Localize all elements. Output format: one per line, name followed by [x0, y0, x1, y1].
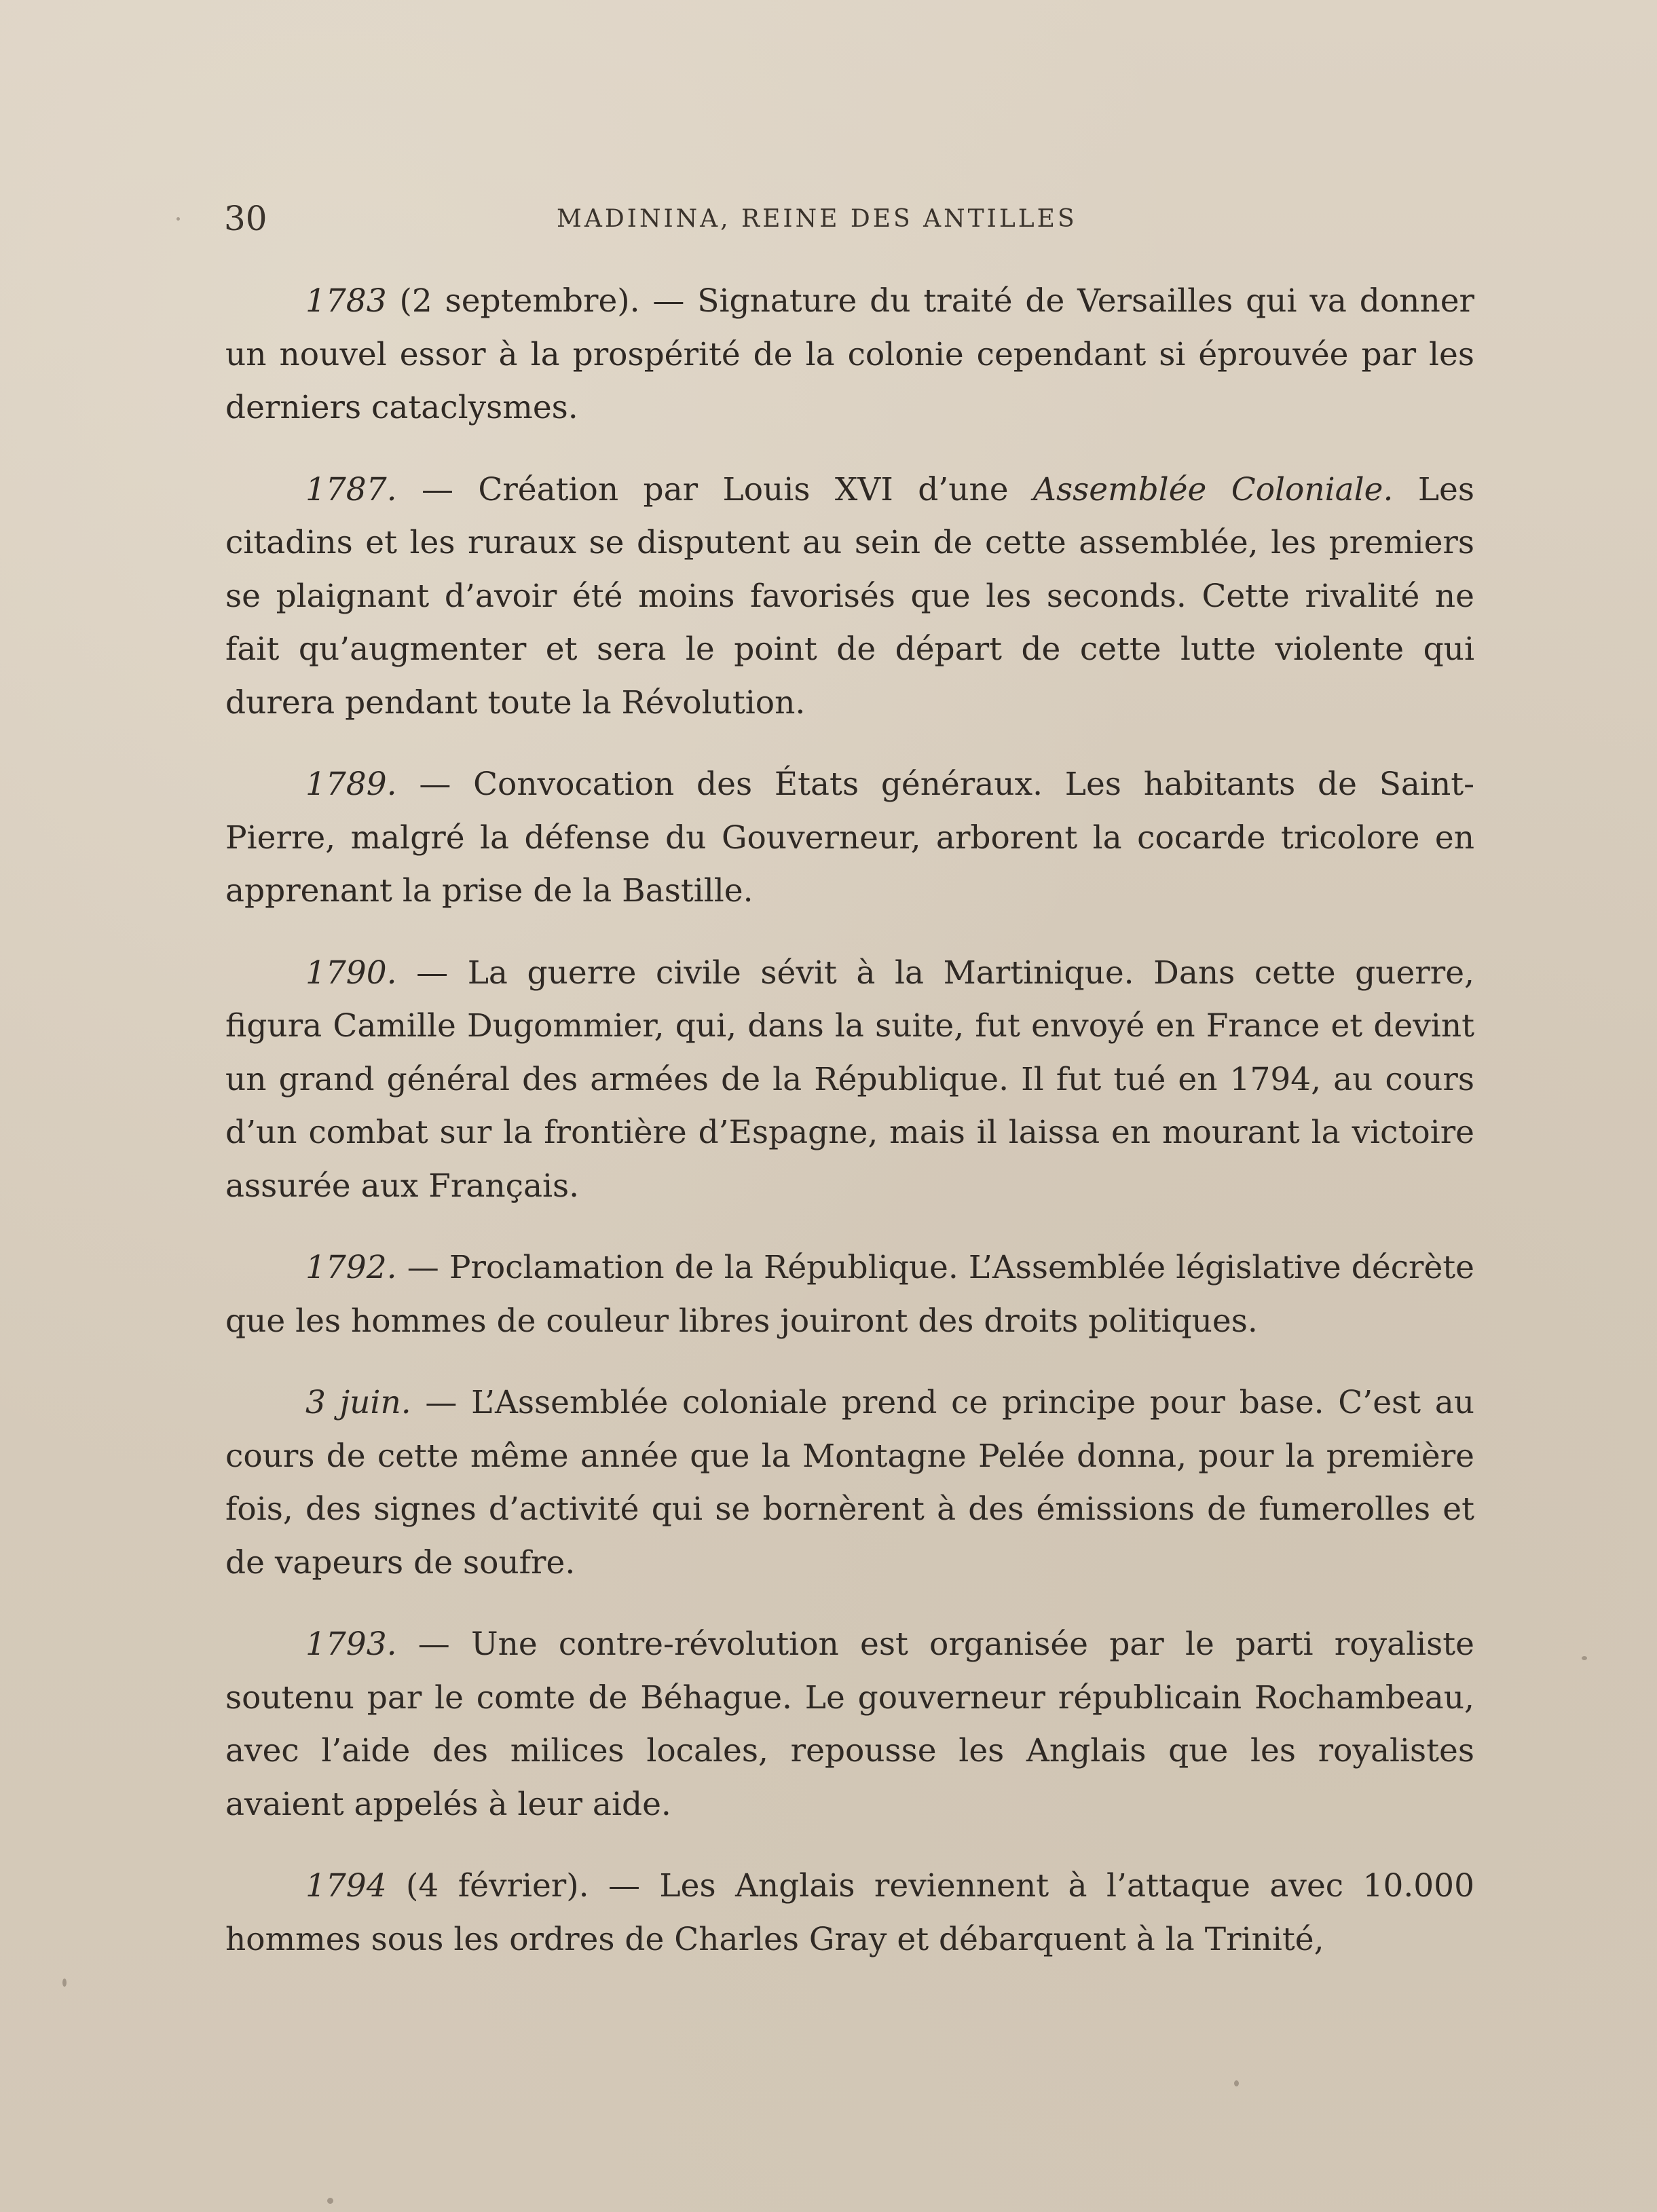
entry-1793: [225, 1618, 1474, 1831]
page-number: 30: [224, 199, 267, 238]
running-title: MADININA, REINE DES ANTILLES: [557, 205, 1077, 233]
entry-text: — Création par Louis XVI d’une: [396, 470, 1034, 508]
entry-3-juin: [225, 1376, 1474, 1590]
entry-1792: [225, 1241, 1474, 1348]
entry-date: 1794: [305, 1867, 387, 1905]
entry-date: 3 juin.: [305, 1384, 411, 1421]
entry-text: — Proclamation de la République. L’Assemblée législative décrète que les hommes de couleur libres jouiront des droits politiques.: [225, 1249, 1474, 1340]
entry-1783: [225, 275, 1474, 435]
entry-text: — La guerre civile sévit à la Martinique. Dans cette guerre, figura Camille Dugommier, qui, dans la suite, fut envoyé en France et devint un grand général des armées de la République. Il fut tué en 1794, au cours d’un combat sur la frontière d’Espagne, mais il laissa en mourant la victoire assurée aux Français.: [225, 954, 1474, 1205]
entry-text: — L’Assemblée coloniale prend ce principe pour base. C’est au cours de cette même année que la Montagne Pelée donna, pour la première fois, des signes d’activité qui se bornèrent à des émissions de fumerolles et de vapeurs de soufre.: [225, 1384, 1474, 1581]
assemblee-coloniale-term: Assemblée Coloniale.: [1033, 470, 1394, 508]
entry-date: 1790.: [305, 954, 397, 992]
paper-speck: [1582, 1656, 1587, 1660]
entry-date: 1792.: [305, 1249, 397, 1286]
entry-1790: [225, 947, 1474, 1214]
entry-date: 1783: [305, 282, 387, 320]
entry-text: — Une contre-révolution est organisée par le parti royaliste soutenu par le comte de Béhague. Le gouverneur républicain Rochambeau, avec l’aide des milices locales, repousse les Anglais que les royalistes avaient appelés à leur aide.: [225, 1626, 1474, 1823]
entry-text: (2 septembre). — Signature du traité de Versailles qui va donner un nouvel essor à la prospérité de la colonie cependant si éprouvée par les derniers cataclysmes.: [225, 282, 1474, 426]
entry-text: (4 février). — Les Anglais reviennent à l’attaque avec 10.000 hommes sous les ordres de Charles Gray et débarquent à la Trinité,: [225, 1867, 1474, 1958]
entry-date: 1793.: [305, 1626, 397, 1663]
entry-text: Les citadins et les ruraux se disputent au sein de cette assemblée, les premiers se plaignant d’avoir été moins favorisés que les seconds. Cette rivalité ne fait qu’augmenter et sera le point de départ de cette lutte violente qui durera pendant toute la Révolution.: [225, 470, 1474, 721]
entry-1794: [225, 1860, 1474, 1966]
entry-text: — Convocation des États généraux. Les habitants de Saint-Pierre, malgré la défense du Gouverneur, arborent la cocarde tricolore en apprenant la prise de la Bastille.: [225, 766, 1474, 910]
paper-speck: [62, 1979, 67, 1987]
chronology-text: [225, 275, 1474, 1995]
paper-speck: [1234, 2080, 1239, 2086]
entry-date: 1787.: [305, 470, 397, 508]
page-header: [224, 198, 1473, 239]
paper-speck: [176, 217, 180, 221]
entry-date: 1789.: [305, 766, 397, 803]
entry-1789: [225, 758, 1474, 918]
entry-1787: [225, 464, 1474, 730]
paper-speck: [327, 2198, 333, 2204]
